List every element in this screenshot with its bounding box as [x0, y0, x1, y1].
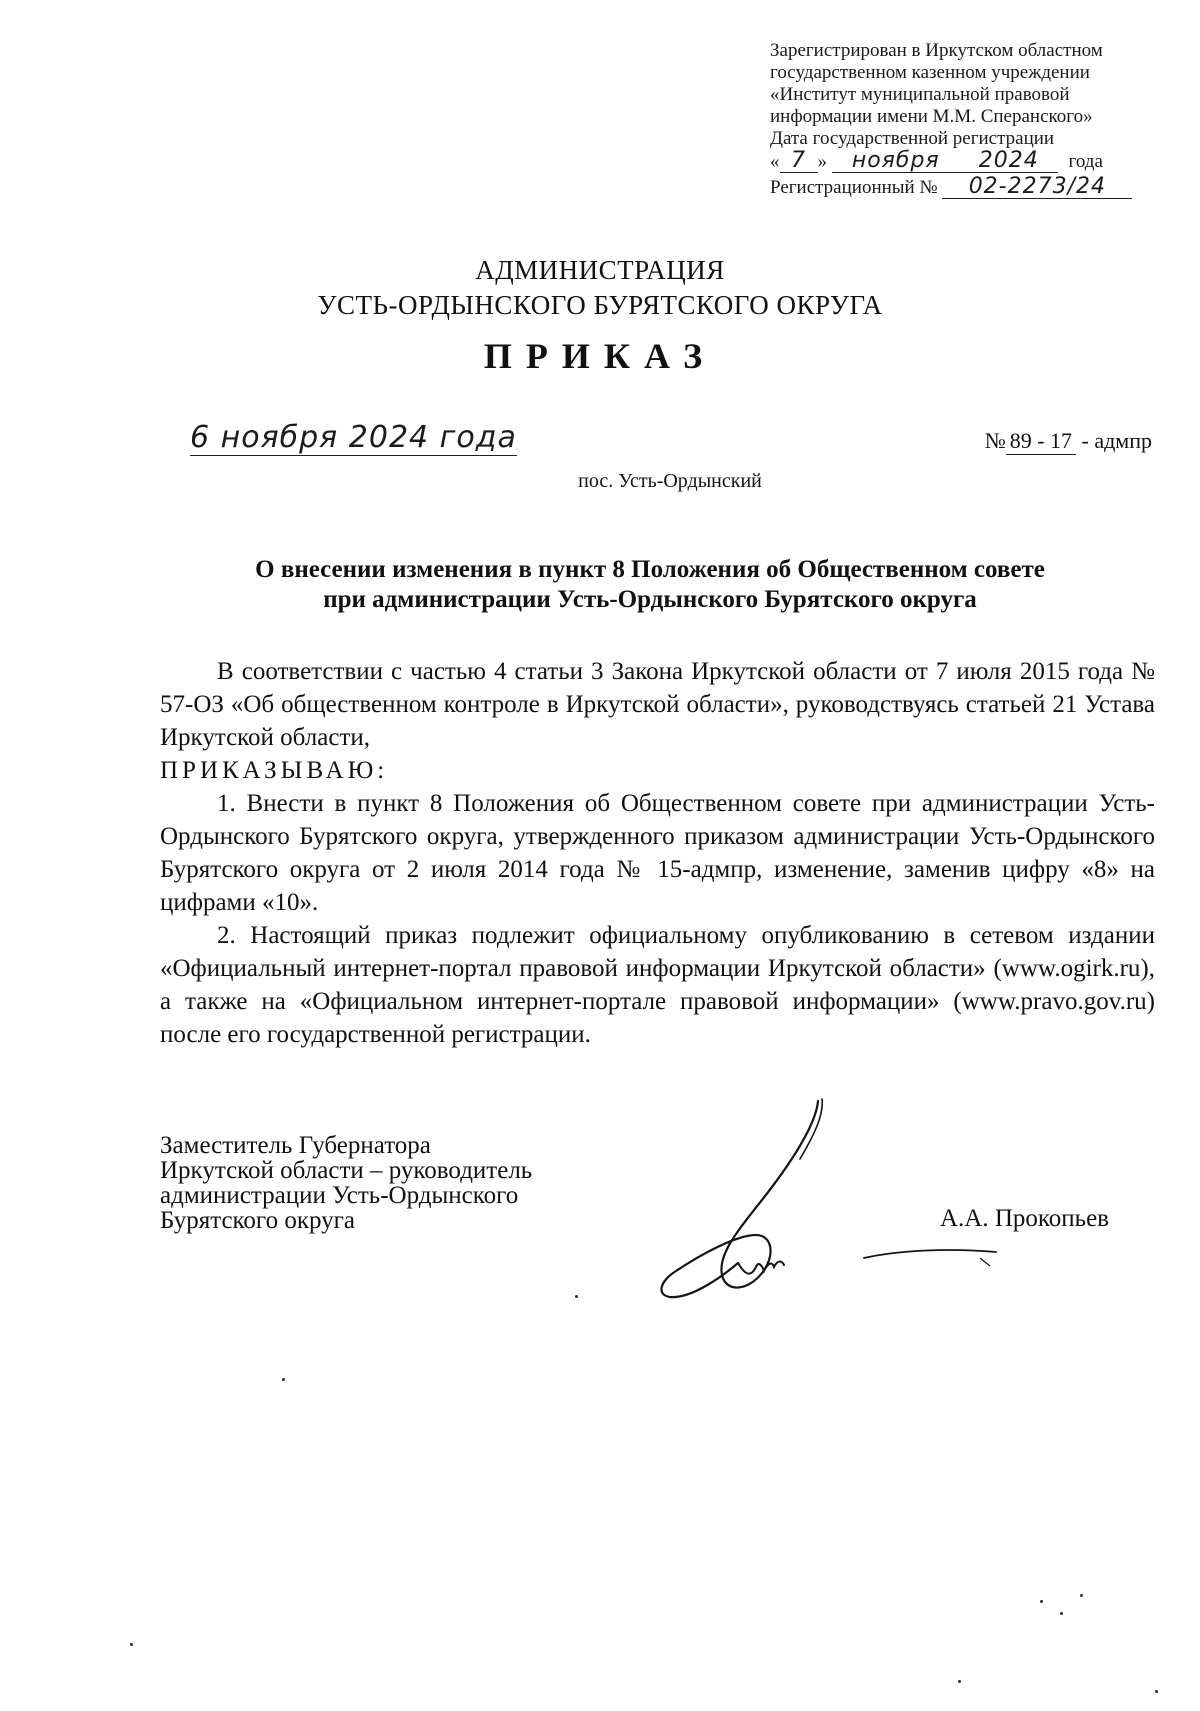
registration-number-label: Регистрационный № [770, 177, 938, 198]
registration-line-5: Дата государственной регистрации [770, 128, 1055, 149]
scan-speck [1040, 1600, 1043, 1603]
signatory-title [160, 1133, 660, 1233]
registration-block [770, 40, 1150, 202]
body-item-1: 1. Внести в пункт 8 Положения об Общественном совете при администрации Усть-Ордынского Бурятского округа, утвержденного приказом администрации Усть-Ордынского Бурятского округа от 2 июля 2014 года № 15-адмпр, изменение, заменив цифру «8» на цифрами «10». [160, 790, 1155, 916]
handwritten-signature [640, 1095, 880, 1320]
registration-year: 2024 [960, 150, 1058, 173]
registration-year-suffix: года [1068, 151, 1103, 172]
scan-speck [282, 1378, 285, 1381]
registration-day: 7 [780, 150, 818, 173]
scan-speck [958, 1680, 961, 1683]
order-date-text: 6 ноября 2024 года [190, 420, 517, 455]
org-title-line-2: УСТЬ-ОРДЫНСКОГО БУРЯТСКОГО ОКРУГА [317, 290, 883, 320]
signatory-title-line-3: администрации Усть-Ордынского [160, 1182, 519, 1209]
document-type-title: ПРИКАЗ [483, 336, 717, 376]
order-subject [160, 555, 1140, 615]
order-number-suffix: - адмпр [1076, 428, 1152, 453]
scan-speck [1080, 1594, 1083, 1597]
registration-date [770, 150, 1150, 176]
registration-open-quote: « [770, 151, 780, 172]
signatory-name: А.А. Прокопьев [940, 1205, 1109, 1232]
registration-line-1: Зарегистрирован в Иркутском областном [770, 40, 1103, 61]
body-preamble: В соответствии с частью 4 статьи 3 Закона Иркутской области от 7 июля 2015 года № 57-ОЗ «Об общественном контроле в Иркутской области», руководствуясь статьей 21 Устава Иркутской области, [160, 658, 1155, 751]
order-number [985, 428, 1152, 455]
subject-line-1: О внесении изменения в пункт 8 Положения об Общественном совете [255, 556, 1045, 583]
order-number-value: 89 - 17 [1006, 428, 1076, 455]
order-date-handwritten [190, 420, 517, 455]
registration-month: ноября [832, 150, 960, 173]
registration-number-row [770, 176, 1150, 202]
body-item-2: 2. Настоящий приказ подлежит официальному опубликованию в сетевом издании «Официальный интернет-портал правовой информации Иркутской области» (www.ogirk.ru), а также на «Официальном интернет-портале правовой информации» (www.pravo.gov.ru) после его государственной регистрации. [160, 922, 1155, 1048]
scan-speck [1155, 1690, 1158, 1693]
order-number-prefix: № [984, 428, 1006, 453]
signatory-title-line-4: Бурятского округа [160, 1207, 355, 1234]
registration-line-3: «Институт муниципальной правовой [770, 84, 1070, 105]
signature-underline-stroke [860, 1238, 1000, 1278]
order-place-text: пос. Усть-Ордынский [578, 470, 762, 492]
order-body [160, 655, 1155, 1051]
body-order-word: ПРИКАЗЫВАЮ: [160, 757, 389, 784]
scan-speck [1060, 1612, 1063, 1615]
scan-speck [575, 1295, 578, 1298]
registration-close-quote: » [817, 151, 827, 172]
registration-line-4: информации имени М.М. Сперанского» [770, 106, 1093, 127]
signatory-title-line-1: Заместитель Губернатора [160, 1132, 431, 1159]
subject-line-2: при администрации Усть-Ордынского Бурятского округа [323, 586, 977, 613]
registration-line-2: государственном казенном учреждении [770, 62, 1090, 83]
signatory-title-line-2: Иркутской области – руководитель [160, 1157, 533, 1184]
registration-number: 02-2273/24 [942, 176, 1132, 199]
order-place [0, 470, 1200, 493]
scan-speck [130, 1643, 133, 1646]
org-title-line-1: АДМИНИСТРАЦИЯ [475, 255, 725, 285]
